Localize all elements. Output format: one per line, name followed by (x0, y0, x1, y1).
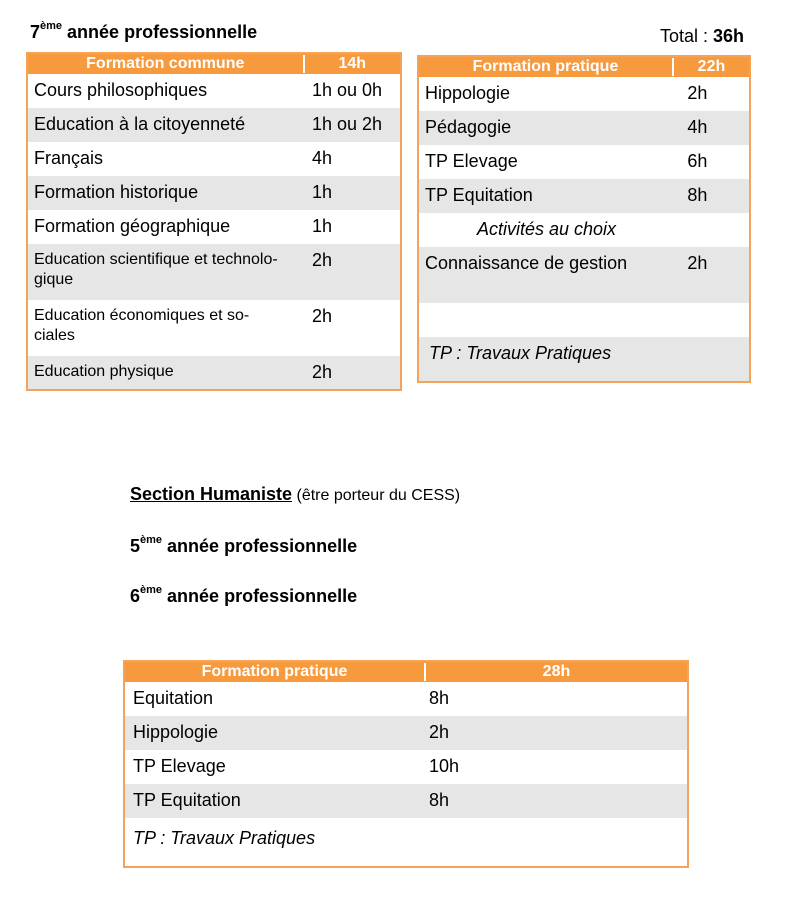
table-header (28, 54, 400, 74)
row-value: 8h (429, 790, 450, 810)
table-row (28, 244, 400, 300)
table-row (419, 337, 749, 381)
year7-text: année professionnelle (62, 22, 258, 42)
table-row (28, 300, 400, 356)
table-row (28, 108, 400, 142)
row-label: Hippologie (133, 722, 219, 742)
year5-number: 5 (130, 536, 141, 556)
table-row (125, 716, 687, 750)
row-label: TP Elevage (133, 756, 226, 776)
row-value: 2h (312, 250, 333, 270)
formation-commune-table (26, 52, 402, 391)
row-value: 8h (429, 688, 450, 708)
row-value: 4h (687, 117, 708, 137)
year7-number: 7 (30, 22, 41, 42)
year7-heading (30, 22, 257, 43)
row-label: TP : Travaux Pratiques (133, 828, 316, 848)
header-title: Formation pratique (419, 58, 674, 76)
total-hours (660, 26, 744, 47)
row-label: TP Equitation (425, 185, 533, 205)
header-hours: 28h (542, 663, 571, 680)
table-row (419, 77, 749, 111)
row-value: 1h ou 0h (312, 80, 383, 100)
table-row (125, 784, 687, 818)
row-value: 2h (312, 306, 333, 326)
table-row (419, 179, 749, 213)
table-row (419, 145, 749, 179)
year6-heading (130, 586, 357, 607)
year5-superscript: ème (140, 534, 163, 546)
header-hours: 22h (697, 58, 726, 75)
table-row (419, 111, 749, 145)
row-label: Formation historique (34, 182, 199, 202)
header-title: Formation commune (28, 55, 305, 73)
row-label: Formation géographique (34, 216, 231, 236)
row-label: Français (34, 148, 104, 168)
year6-number: 6 (130, 586, 141, 606)
table-row (28, 210, 400, 244)
header-title: Formation pratique (125, 663, 426, 681)
table-header (419, 57, 749, 77)
row-value: 2h (687, 253, 708, 273)
row-value: 10h (429, 756, 460, 776)
row-label: Education économiques et so- ciales (34, 307, 250, 344)
year7-superscript: ème (40, 20, 63, 32)
table-row (28, 74, 400, 108)
row-value: 4h (312, 148, 333, 168)
row-label: TP Elevage (425, 151, 518, 171)
formation-pratique-56-table (123, 660, 689, 868)
row-label: Connaissance de gestion (425, 253, 628, 273)
year6-superscript: ème (140, 584, 163, 596)
total-value: 36h (712, 26, 744, 46)
row-value: 1h (312, 182, 333, 202)
row-label: Activités au choix (477, 219, 617, 239)
section-title (130, 484, 460, 505)
table-row (28, 142, 400, 176)
table-row (419, 247, 749, 303)
table-row (419, 213, 749, 247)
section-name: Section Humaniste (130, 484, 293, 504)
table-row (125, 750, 687, 784)
table-row (125, 682, 687, 716)
table-row (28, 176, 400, 210)
row-label: Pédagogie (425, 117, 512, 137)
row-value: 8h (687, 185, 708, 205)
row-label: TP : Travaux Pratiques (429, 343, 612, 363)
row-label: Equitation (133, 688, 214, 708)
row-label: TP Equitation (133, 790, 241, 810)
row-value: 6h (687, 151, 708, 171)
row-value: 1h (312, 216, 333, 236)
table-header (125, 662, 687, 682)
row-label: Hippologie (425, 83, 511, 103)
header-hours: 14h (338, 55, 367, 72)
row-value: 1h ou 2h (312, 114, 383, 134)
year5-heading (130, 536, 357, 557)
table-row (419, 303, 749, 337)
row-label: Education à la citoyenneté (34, 114, 246, 134)
total-label: Total : (659, 26, 713, 46)
section-note: (être porteur du CESS) (292, 487, 461, 504)
row-value: 2h (687, 83, 708, 103)
year5-text: année professionnelle (162, 536, 358, 556)
year6-text: année professionnelle (162, 586, 358, 606)
table-row (125, 818, 687, 866)
row-label: Education physique (34, 363, 174, 380)
row-value: 2h (312, 362, 333, 382)
row-value: 2h (429, 722, 450, 742)
formation-pratique-7-table (417, 55, 751, 383)
row-label: Education scientifique et technolo- gique (34, 251, 278, 288)
row-label: Cours philosophiques (34, 80, 208, 100)
table-row (28, 356, 400, 389)
